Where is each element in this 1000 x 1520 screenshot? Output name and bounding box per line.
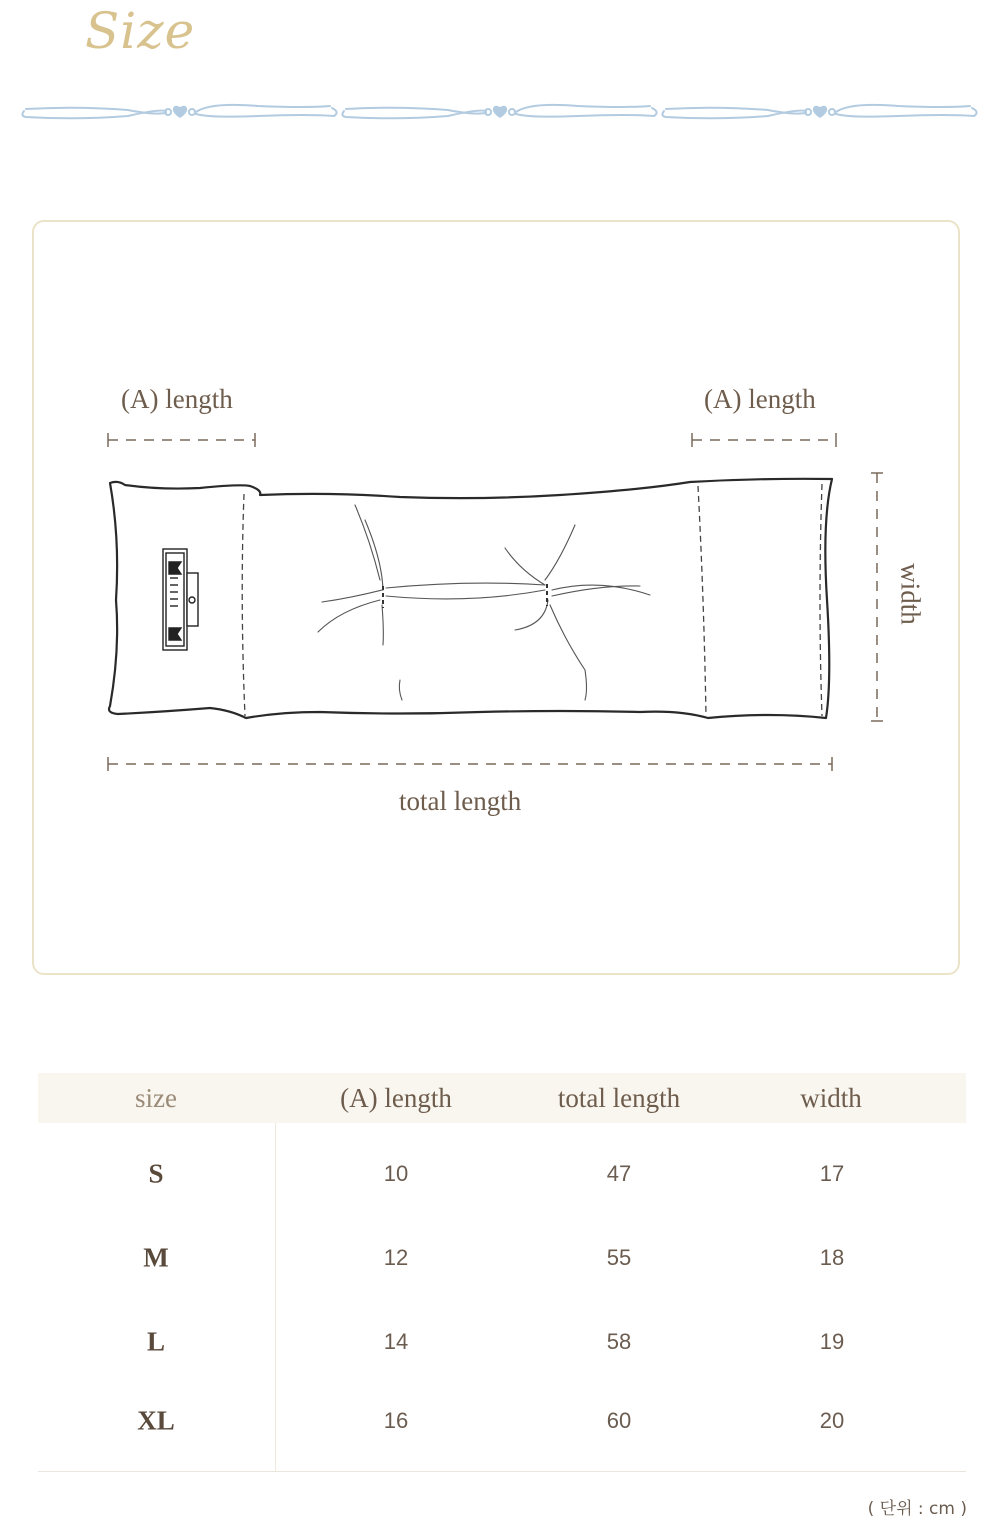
header-width: width: [800, 1083, 862, 1113]
cell-width: 20: [819, 1408, 845, 1433]
table-bottom-rule: [38, 1471, 966, 1472]
size-table-header: [38, 1073, 966, 1123]
cell-a-length: 12: [383, 1245, 409, 1270]
width-label: width: [895, 563, 926, 625]
cell-total-length: 47: [606, 1161, 632, 1186]
unit-note: ( 단위 : cm ): [867, 1499, 967, 1519]
a-length-left-label: (A) length: [121, 384, 233, 414]
cell-a-length: 16: [383, 1408, 409, 1433]
a-length-right-label: (A) length: [704, 384, 816, 414]
dim-line-a-right: [692, 433, 836, 447]
dim-line-a-left: [108, 433, 255, 447]
cell-size: M: [143, 1242, 169, 1273]
cell-a-length: 10: [383, 1161, 409, 1186]
page-title: Size: [85, 2, 196, 60]
cell-total-length: 55: [606, 1245, 632, 1270]
cell-width: 18: [819, 1245, 845, 1270]
cell-total-length: 58: [606, 1329, 632, 1354]
cell-width: 19: [819, 1329, 845, 1354]
table-column-divider: [275, 1123, 276, 1471]
header-total-length: total length: [557, 1083, 681, 1113]
cell-a-length: 14: [383, 1329, 409, 1354]
cell-size: XL: [137, 1405, 175, 1436]
cell-size: S: [148, 1158, 164, 1189]
total-length-label: total length: [399, 786, 522, 816]
cell-total-length: 60: [606, 1408, 632, 1433]
dim-line-width: [871, 473, 883, 721]
header-size: size: [135, 1083, 177, 1113]
cell-width: 17: [819, 1161, 845, 1186]
cell-size: L: [146, 1326, 166, 1357]
header-a-length: (A) length: [340, 1083, 452, 1113]
dim-line-total: [108, 757, 832, 771]
brand-label-icon: [163, 549, 198, 650]
